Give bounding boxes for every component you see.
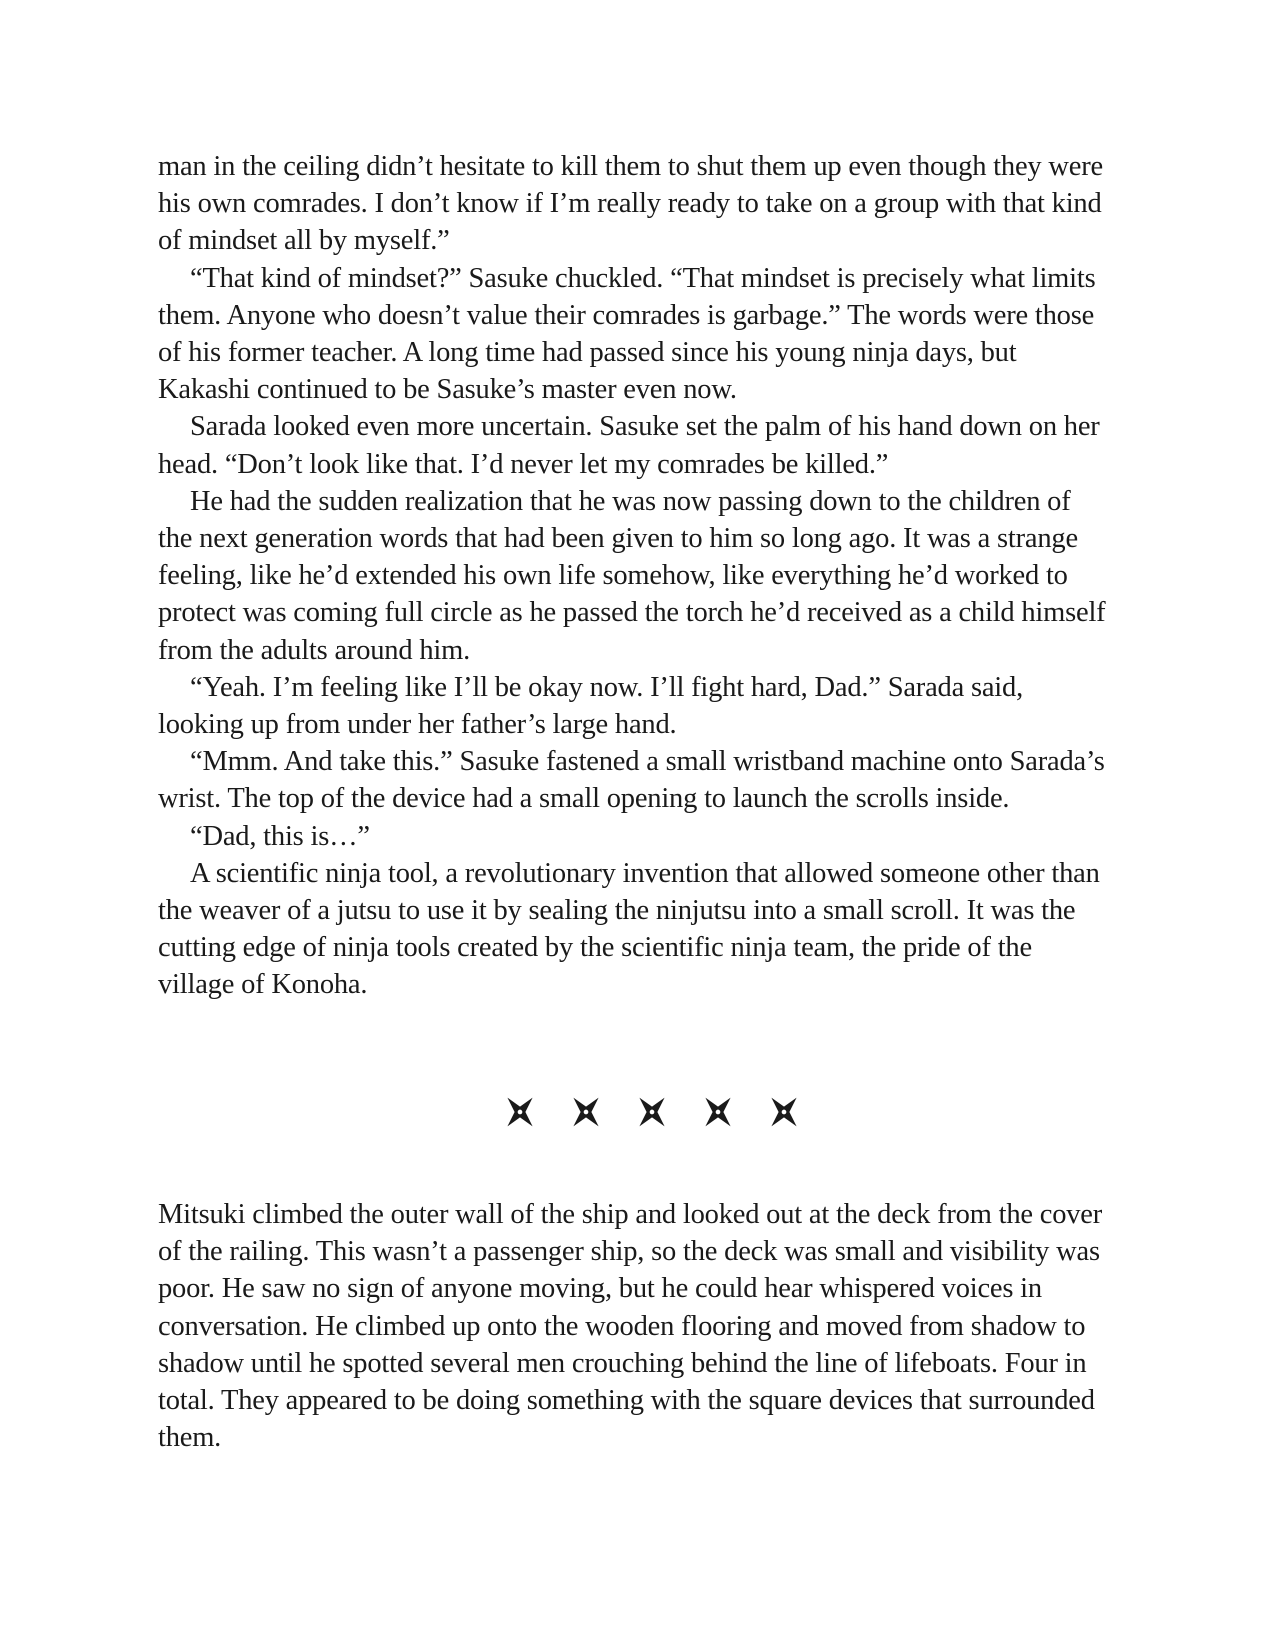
paragraph: Sarada looked even more uncertain. Sasuke set the palm of his hand down on her head. “Don’t look like that. I’d never let my comrades be killed.” (158, 411, 1100, 480)
paragraph: “Yeah. I’m feeling like I’ll be okay now. I’ll fight hard, Dad.” Sarada said, looking up from under her father’s large hand. (158, 671, 1024, 741)
paragraph: He had the sudden realization that he was now passing down to the children of the next generation words that had been given to him so long ago. It was a strange feeling, like he’d extended his own life somehow, like everything he’d worked to protect was coming full circle as he passed the torch he’d received as a child himself from the adults around him. (158, 485, 1106, 666)
shuriken-icon (700, 1094, 736, 1130)
paragraph: “Mmm. And take this.” Sasuke fastened a small wristband machine onto Sarada’s wrist. The top of the device had a small opening to launch the scrolls inside. (158, 746, 1105, 815)
scene-break-divider (502, 1092, 802, 1132)
shuriken-icon (502, 1094, 538, 1130)
shuriken-icon (766, 1094, 802, 1130)
shuriken-icon (634, 1094, 670, 1130)
paragraph: “Dad, this is…” (190, 820, 370, 852)
scene-text-1 (158, 148, 1108, 1004)
paragraph: A scientific ninja tool, a revolutionary invention that allowed someone other than the weaver of a jutsu to use it by sealing the ninjutsu into a small scroll. It was the cutting edge of ninja tools created by the scientific ninja team, the pride of the village of Konoha. (158, 857, 1100, 1001)
paragraph: man in the ceiling didn’t hesitate to kill them to shut them up even though they were his own comrades. I don’t know if I’m really ready to take on a group with that kind of mindset all by myself.” (158, 151, 1103, 257)
scene-text-2 (158, 1196, 1108, 1456)
paragraph: Mitsuki climbed the outer wall of the ship and looked out at the deck from the cover of the railing. This wasn’t a passenger ship, so the deck was small and visibility was poor. He saw no sign of anyone moving, but he could hear whispered voices in conversation. He climbed up onto the wooden flooring and moved from shadow to shadow until he spotted several men crouching behind the line of lifeboats. Four in total. They appeared to be doing something with the square devices that surrounded them. (158, 1199, 1103, 1454)
shuriken-icon (568, 1094, 604, 1130)
paragraph: “That kind of mindset?” Sasuke chuckled. “That mindset is precisely what limits them. Anyone who doesn’t value their comrades is garbage.” The words were those of his former teacher. A long time had passed since his young ninja days, but Kakashi continued to be Sasuke’s master even now. (158, 262, 1096, 406)
